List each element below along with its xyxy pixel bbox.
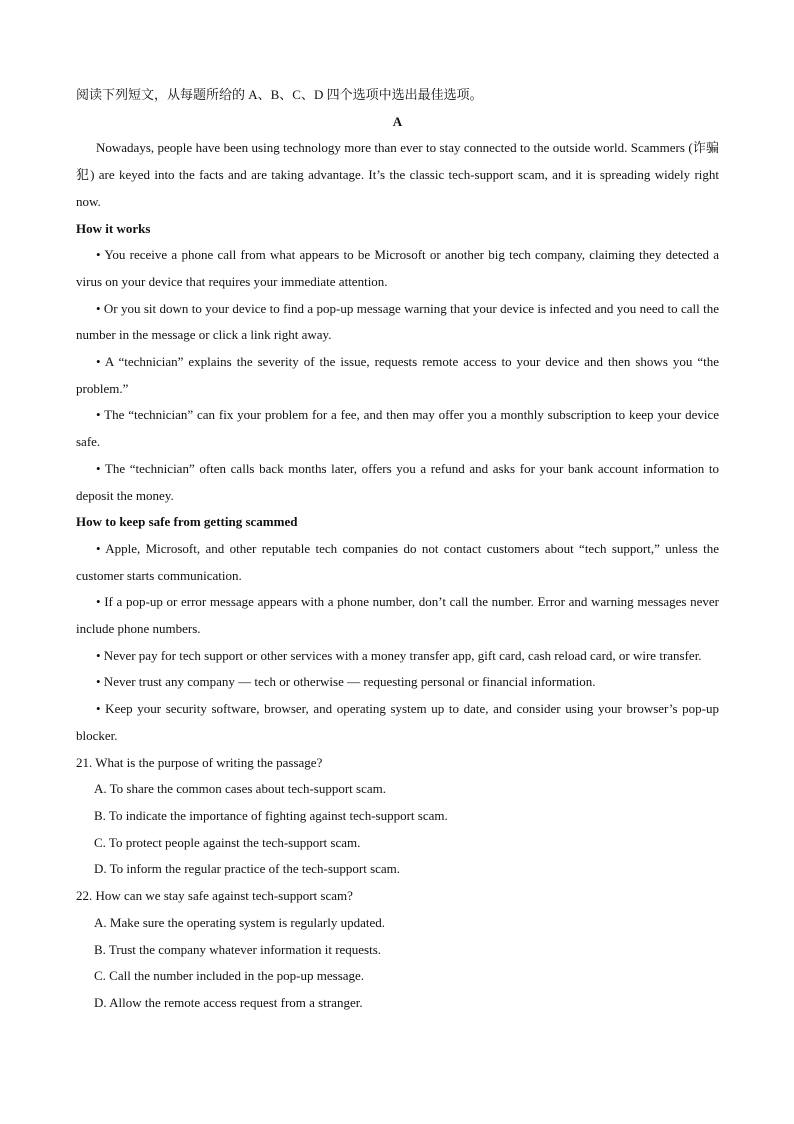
keep-safe-heading: How to keep safe from getting scammed	[76, 514, 298, 530]
question-22	[76, 883, 719, 1017]
how-it-works-bullet: • Or you sit down to your device to find a pop-up message warning that your device is infected and you need to call the number in the message or click a link right away.	[76, 300, 719, 343]
section-label: A	[392, 113, 403, 129]
question-21	[76, 750, 719, 884]
how-it-works-heading: How it works	[76, 220, 151, 236]
option-b: B. To indicate the importance of fighting against tech-support scam.	[94, 807, 448, 823]
option-c: C. To protect people against the tech-support scam.	[94, 834, 361, 850]
how-it-works-bullet: • A “technician” explains the severity of the issue, requests remote access to your device and then shows you “the problem.”	[76, 354, 719, 396]
keep-safe-bullet: • Apple, Microsoft, and other reputable tech companies do not contact customers about “tech support,” unless the customer starts communication.	[76, 540, 719, 583]
intro-paragraph: Nowadays, people have been using technology more than ever to stay connected to the outside world. Scammers (诈骗犯) are keyed into the facts and are taking advantage. It’s the classic tech-support scam, and it is spreading widely right now.	[76, 140, 719, 209]
option-a: A. To share the common cases about tech-support scam.	[94, 781, 386, 797]
keep-safe-bullet: • Never trust any company — tech or otherwise — requesting personal or financial information.	[96, 674, 596, 690]
keep-safe-bullet: • If a pop-up or error message appears with a phone number, don’t call the number. Error and warning messages never include phone numbers.	[76, 594, 719, 637]
how-it-works-bullet: • You receive a phone call from what appears to be Microsoft or another big tech company, claiming they detected a virus on your device that requires your immediate attention.	[76, 247, 719, 289]
option-d: D. Allow the remote access request from a stranger.	[94, 994, 363, 1010]
question-stem: 21. What is the purpose of writing the passage?	[76, 754, 323, 770]
instruction-text: 阅读下列短文，从每题所给的 A、B、C、D 四个选项中选出最佳选项。	[76, 87, 483, 102]
how-it-works-bullet: • The “technician” can fix your problem for a fee, and then may offer you a monthly subscription to keep your device safe.	[76, 407, 719, 450]
keep-safe-bullet: • Never pay for tech support or other services with a money transfer app, gift card, cash reload card, or wire transfer.	[96, 647, 702, 663]
question-stem: 22. How can we stay safe against tech-support scam?	[76, 888, 353, 904]
option-c: C. Call the number included in the pop-up message.	[94, 968, 365, 984]
keep-safe-bullet: • Keep your security software, browser, and operating system up to date, and consider using your browser’s pop-up blocker.	[76, 701, 719, 743]
how-it-works-bullet: • The “technician” often calls back months later, offers you a refund and asks for your bank account information to deposit the money.	[76, 460, 719, 503]
option-d: D. To inform the regular practice of the tech-support scam.	[94, 861, 401, 877]
option-b: B. Trust the company whatever information it requests.	[94, 941, 382, 957]
option-a: A. Make sure the operating system is regularly updated.	[94, 914, 385, 930]
